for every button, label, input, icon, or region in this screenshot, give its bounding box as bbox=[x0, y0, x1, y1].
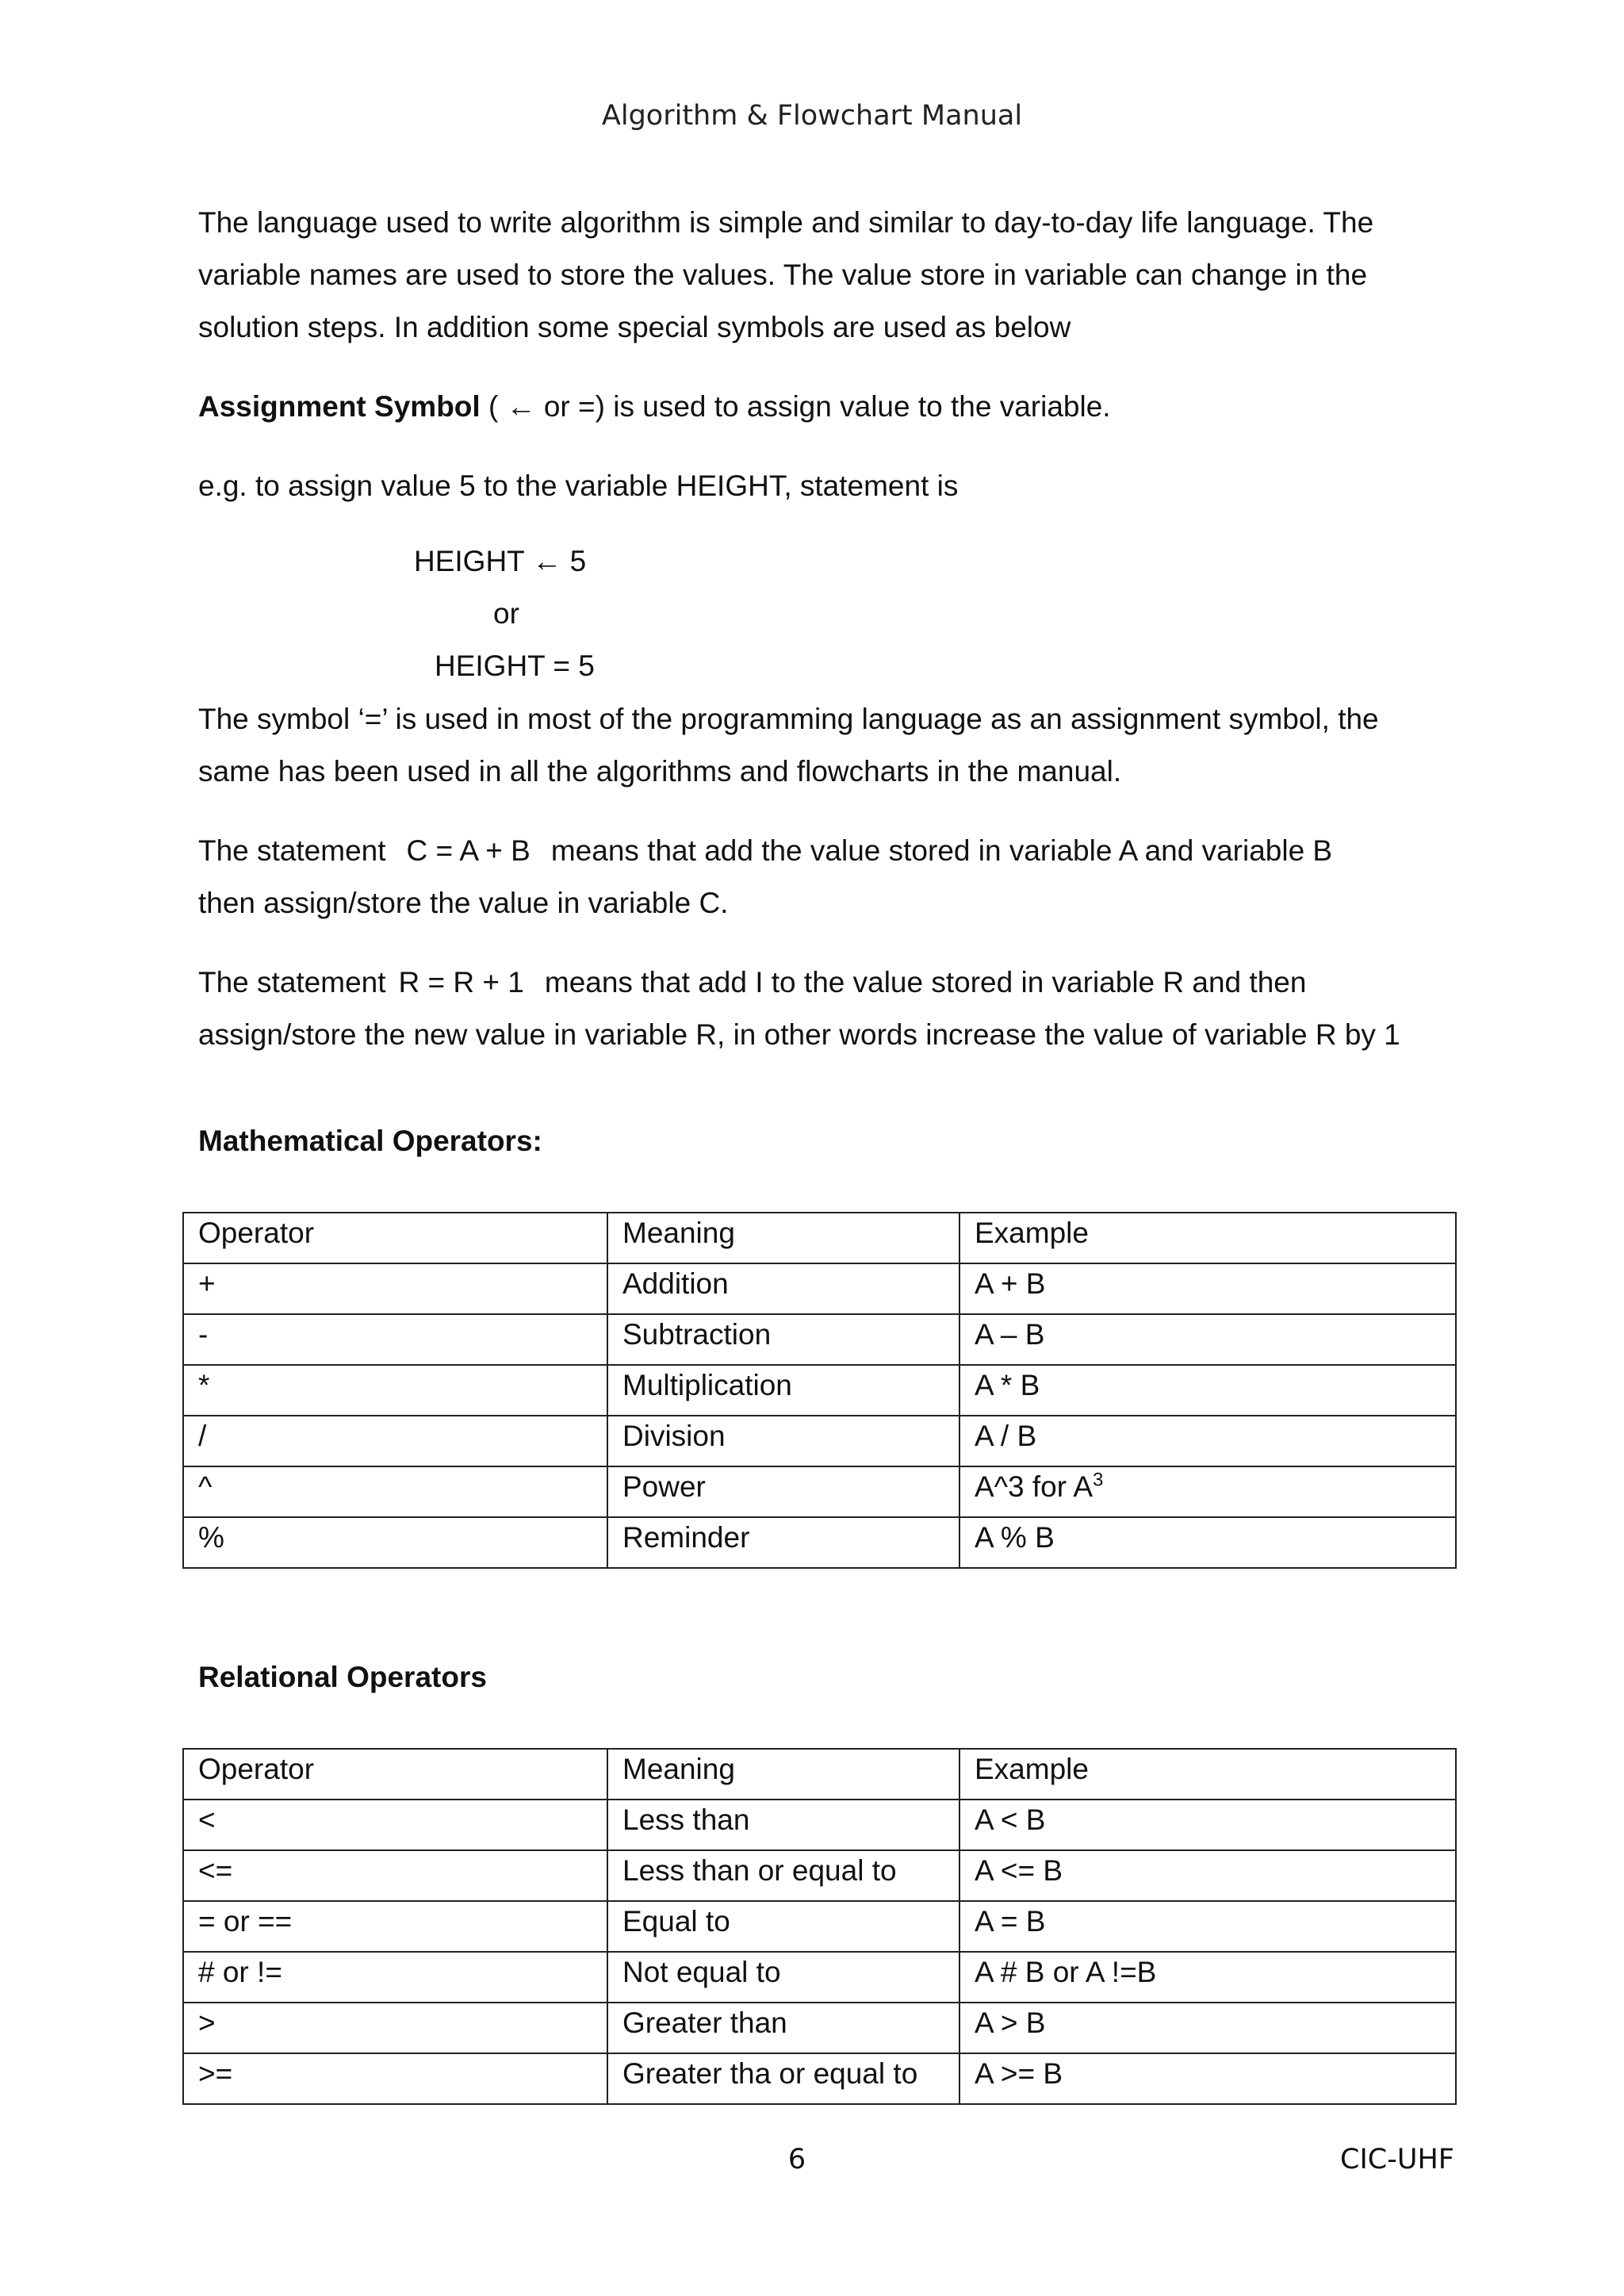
example-cell: A # B or A !=B bbox=[959, 1952, 1456, 2003]
example-cell: A < B bbox=[959, 1800, 1456, 1850]
operator-cell: # or != bbox=[183, 1952, 607, 2003]
symbol-note-line-2: same has been used in all the algorithms and flowcharts in the manual. bbox=[198, 755, 1122, 788]
operator-cell: >= bbox=[183, 2053, 607, 2104]
operator-cell: / bbox=[183, 1416, 607, 1466]
meaning-cell: Less than bbox=[607, 1800, 959, 1850]
meaning-cell: Division bbox=[607, 1416, 959, 1466]
statement-c-expression: C = A + B bbox=[406, 834, 530, 867]
operator-cell: + bbox=[183, 1263, 607, 1314]
table-row bbox=[183, 1952, 1456, 2003]
statement-r-prefix: The statement bbox=[198, 966, 386, 999]
statement-c-prefix: The statement bbox=[198, 834, 386, 867]
operator-cell: - bbox=[183, 1314, 607, 1365]
table-row bbox=[183, 1850, 1456, 1901]
intro-line-2: variable names are used to store the values. The value store in variable can change in the bbox=[198, 259, 1368, 291]
relational-operators-heading: Relational Operators bbox=[198, 1661, 487, 1693]
math-operators-table bbox=[182, 1212, 1457, 1569]
statement-r-rest: means that add I to the value stored in variable R and then bbox=[544, 966, 1307, 999]
power-exponent: 3 bbox=[1093, 1469, 1104, 1491]
meaning-cell: Not equal to bbox=[607, 1952, 959, 2003]
table-row bbox=[183, 1517, 1456, 1568]
operator-cell: * bbox=[183, 1365, 607, 1416]
relational-operators-table bbox=[182, 1748, 1457, 2105]
assignment-symbol-text: ( ← or =) is used to assign value to the variable. bbox=[480, 390, 1111, 423]
power-example-text: A^3 for A bbox=[975, 1470, 1093, 1503]
example-cell: A + B bbox=[959, 1263, 1456, 1314]
table-row bbox=[183, 1314, 1456, 1365]
table-row bbox=[183, 2003, 1456, 2053]
meaning-cell: Power bbox=[607, 1466, 959, 1517]
table-row bbox=[183, 1800, 1456, 1850]
example-cell: A = B bbox=[959, 1901, 1456, 1952]
intro-line-3: solution steps. In addition some special symbols are used as below bbox=[198, 311, 1071, 343]
statement-c-line-2: then assign/store the value in variable C. bbox=[198, 887, 729, 919]
math-operators-heading: Mathematical Operators: bbox=[198, 1125, 542, 1157]
statement-r-expression: R = R + 1 bbox=[398, 966, 524, 999]
footer-organization: CIC-UHF bbox=[1340, 2144, 1454, 2175]
example-cell: A >= B bbox=[959, 2053, 1456, 2104]
example-cell: A <= B bbox=[959, 1850, 1456, 1901]
example-cell bbox=[959, 1466, 1456, 1517]
table-row bbox=[183, 2053, 1456, 2104]
header-cell: Operator bbox=[183, 1213, 607, 1263]
table-header-row bbox=[183, 1749, 1456, 1800]
meaning-cell: Equal to bbox=[607, 1901, 959, 1952]
assignment-symbol-paragraph bbox=[198, 381, 1459, 433]
meaning-cell: Addition bbox=[607, 1263, 959, 1314]
operator-cell: > bbox=[183, 2003, 607, 2053]
table-row bbox=[183, 1263, 1456, 1314]
operator-cell: % bbox=[183, 1517, 607, 1568]
operator-cell: < bbox=[183, 1800, 607, 1850]
table-row bbox=[183, 1365, 1456, 1416]
header-cell: Operator bbox=[183, 1749, 607, 1800]
example-cell: A / B bbox=[959, 1416, 1456, 1466]
example-cell: A * B bbox=[959, 1365, 1456, 1416]
example-cell: A % B bbox=[959, 1517, 1456, 1568]
page-header-title: Algorithm & Flowchart Manual bbox=[601, 100, 1023, 132]
meaning-cell: Greater than bbox=[607, 2003, 959, 2053]
page-number: 6 bbox=[787, 2144, 806, 2175]
header-cell: Example bbox=[959, 1749, 1456, 1800]
operator-cell: ^ bbox=[183, 1466, 607, 1517]
assignment-example-equals: HEIGHT = 5 bbox=[435, 650, 595, 682]
statement-c-rest: means that add the value stored in variable A and variable B bbox=[550, 834, 1333, 867]
statement-c-line-1 bbox=[198, 825, 1459, 877]
main-content bbox=[198, 197, 1459, 1061]
meaning-cell: Less than or equal to bbox=[607, 1850, 959, 1901]
operator-cell: <= bbox=[183, 1850, 607, 1901]
meaning-cell: Subtraction bbox=[607, 1314, 959, 1365]
intro-line-1: The language used to write algorithm is simple and similar to day-to-day life language. The bbox=[198, 206, 1374, 239]
assignment-example-arrow: HEIGHT ← 5 bbox=[414, 545, 587, 577]
example-cell: A – B bbox=[959, 1314, 1456, 1365]
statement-r-line-2: assign/store the new value in variable R, in other words increase the value of variable R by 1 bbox=[198, 1018, 1400, 1051]
meaning-cell: Multiplication bbox=[607, 1365, 959, 1416]
table-row bbox=[183, 1416, 1456, 1466]
assignment-example-or: or bbox=[493, 597, 519, 630]
meaning-cell: Reminder bbox=[607, 1517, 959, 1568]
example-cell: A > B bbox=[959, 2003, 1456, 2053]
table-row bbox=[183, 1466, 1456, 1517]
header-cell: Example bbox=[959, 1213, 1456, 1263]
header-cell: Meaning bbox=[607, 1749, 959, 1800]
symbol-note-line-1: The symbol ‘=’ is used in most of the programming language as an assignment symbol, the bbox=[198, 703, 1379, 735]
table-row bbox=[183, 1901, 1456, 1952]
table-header-row bbox=[183, 1213, 1456, 1263]
assignment-example-intro: e.g. to assign value 5 to the variable HEIGHT, statement is bbox=[198, 470, 959, 502]
operator-cell: = or == bbox=[183, 1901, 607, 1952]
header-cell: Meaning bbox=[607, 1213, 959, 1263]
meaning-cell: Greater tha or equal to bbox=[607, 2053, 959, 2104]
assignment-symbol-label: Assignment Symbol bbox=[198, 390, 481, 423]
statement-r-line-1 bbox=[198, 956, 1459, 1009]
